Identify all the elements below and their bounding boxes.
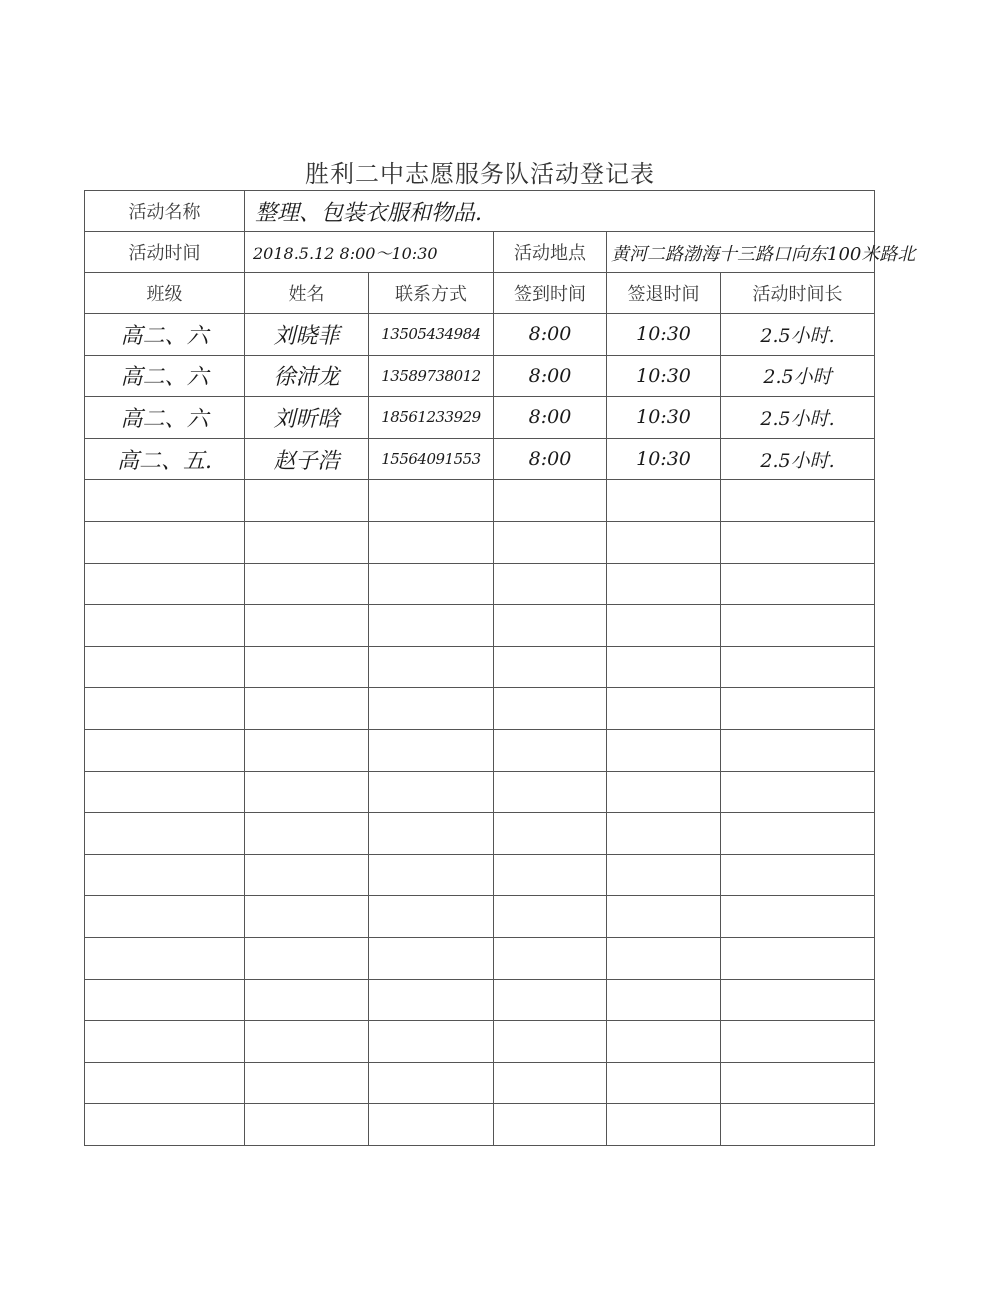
empty-row	[85, 1104, 875, 1146]
empty-cell	[369, 605, 494, 647]
empty-cell	[607, 1021, 721, 1063]
empty-cell	[85, 854, 245, 896]
empty-cell	[369, 1062, 494, 1104]
empty-cell	[607, 771, 721, 813]
empty-row	[85, 813, 875, 855]
empty-cell	[369, 563, 494, 605]
empty-cell	[494, 521, 607, 563]
empty-cell	[85, 896, 245, 938]
empty-cell	[245, 771, 369, 813]
activity-place-value: 黄河二路渤海十三路口向东100米路北	[611, 244, 916, 265]
duration-cell: 2.5小时	[721, 355, 875, 397]
empty-cell	[721, 813, 875, 855]
empty-cell	[85, 480, 245, 522]
sign-out-cell: 10:30	[607, 314, 721, 356]
empty-row	[85, 605, 875, 647]
empty-cell	[85, 1062, 245, 1104]
sign-in-cell: 8:00	[494, 397, 607, 439]
table-row	[85, 355, 875, 397]
empty-row	[85, 1021, 875, 1063]
name-cell: 徐沛龙	[245, 355, 369, 397]
sign-out-cell: 10:30	[607, 438, 721, 480]
empty-cell	[494, 605, 607, 647]
activity-time-label: 活动时间	[85, 232, 245, 273]
empty-row	[85, 646, 875, 688]
empty-cell	[494, 1062, 607, 1104]
empty-row	[85, 729, 875, 771]
empty-cell	[607, 896, 721, 938]
empty-cell	[245, 854, 369, 896]
empty-cell	[85, 979, 245, 1021]
empty-cell	[369, 646, 494, 688]
phone-cell: 15564091553	[369, 438, 494, 480]
empty-cell	[607, 605, 721, 647]
col-sign-in-header: 签到时间	[494, 273, 607, 314]
sign-out-cell: 10:30	[607, 355, 721, 397]
empty-cell	[85, 771, 245, 813]
empty-cell	[369, 688, 494, 730]
phone-cell: 13589738012	[369, 355, 494, 397]
empty-cell	[245, 979, 369, 1021]
empty-cell	[245, 480, 369, 522]
table-row	[85, 397, 875, 439]
empty-cell	[607, 813, 721, 855]
col-sign-out-header: 签退时间	[607, 273, 721, 314]
empty-cell	[494, 937, 607, 979]
empty-cell	[721, 521, 875, 563]
empty-cell	[721, 771, 875, 813]
empty-cell	[607, 480, 721, 522]
empty-cell	[494, 688, 607, 730]
empty-cell	[245, 1104, 369, 1146]
empty-cell	[494, 729, 607, 771]
col-phone-header: 联系方式	[369, 273, 494, 314]
empty-cell	[85, 688, 245, 730]
empty-cell	[721, 854, 875, 896]
empty-cell	[494, 563, 607, 605]
empty-row	[85, 979, 875, 1021]
empty-cell	[85, 563, 245, 605]
phone-cell: 13505434984	[369, 314, 494, 356]
empty-cell	[494, 1104, 607, 1146]
empty-row	[85, 771, 875, 813]
empty-row	[85, 854, 875, 896]
empty-cell	[369, 771, 494, 813]
table-row	[85, 438, 875, 480]
empty-row	[85, 563, 875, 605]
empty-cell	[721, 563, 875, 605]
empty-cell	[85, 1021, 245, 1063]
empty-cell	[85, 1104, 245, 1146]
column-header-row	[85, 273, 875, 314]
empty-cell	[721, 979, 875, 1021]
empty-cell	[607, 563, 721, 605]
duration-cell: 2.5小时.	[721, 314, 875, 356]
empty-cell	[369, 521, 494, 563]
empty-cell	[369, 896, 494, 938]
empty-cell	[494, 646, 607, 688]
empty-row	[85, 937, 875, 979]
empty-cell	[245, 605, 369, 647]
empty-cell	[607, 937, 721, 979]
empty-cell	[721, 1062, 875, 1104]
activity-name-label: 活动名称	[85, 191, 245, 232]
empty-cell	[607, 1062, 721, 1104]
empty-cell	[369, 937, 494, 979]
empty-cell	[369, 813, 494, 855]
empty-cell	[245, 729, 369, 771]
empty-cell	[721, 688, 875, 730]
empty-cell	[494, 480, 607, 522]
empty-cell	[494, 854, 607, 896]
name-cell: 刘昕晗	[245, 397, 369, 439]
sign-in-cell: 8:00	[494, 355, 607, 397]
empty-cell	[607, 979, 721, 1021]
phone-cell: 18561233929	[369, 397, 494, 439]
class-cell: 高二、六	[85, 355, 245, 397]
empty-cell	[494, 813, 607, 855]
empty-cell	[607, 688, 721, 730]
empty-cell	[245, 937, 369, 979]
empty-cell	[369, 979, 494, 1021]
empty-cell	[494, 1021, 607, 1063]
empty-cell	[721, 729, 875, 771]
empty-cell	[607, 646, 721, 688]
empty-cell	[245, 521, 369, 563]
activity-name-value: 整理、包装衣服和物品.	[245, 191, 875, 232]
activity-place-cell	[607, 232, 916, 273]
activity-name-row	[85, 191, 875, 232]
class-cell: 高二、六	[85, 397, 245, 439]
empty-cell	[85, 729, 245, 771]
empty-cell	[607, 521, 721, 563]
empty-cell	[721, 937, 875, 979]
sign-in-cell: 8:00	[494, 314, 607, 356]
empty-cell	[369, 480, 494, 522]
empty-cell	[245, 896, 369, 938]
empty-cell	[245, 1062, 369, 1104]
activity-time-value: 2018.5.12 8:00～10:30	[245, 232, 494, 273]
class-cell: 高二、五.	[85, 438, 245, 480]
empty-row	[85, 688, 875, 730]
empty-cell	[245, 563, 369, 605]
empty-cell	[85, 521, 245, 563]
empty-cell	[245, 1021, 369, 1063]
duration-cell: 2.5小时.	[721, 397, 875, 439]
empty-cell	[494, 979, 607, 1021]
empty-cell	[607, 729, 721, 771]
empty-cell	[85, 605, 245, 647]
empty-cell	[721, 646, 875, 688]
sign-out-cell: 10:30	[607, 397, 721, 439]
registration-table	[84, 190, 916, 1146]
empty-cell	[85, 813, 245, 855]
empty-cell	[721, 1104, 875, 1146]
empty-cell	[85, 937, 245, 979]
empty-cell	[85, 646, 245, 688]
empty-row	[85, 521, 875, 563]
empty-cell	[721, 896, 875, 938]
empty-cell	[494, 896, 607, 938]
empty-row	[85, 480, 875, 522]
empty-cell	[607, 854, 721, 896]
empty-row	[85, 1062, 875, 1104]
empty-cell	[245, 646, 369, 688]
empty-cell	[607, 1104, 721, 1146]
sign-in-cell: 8:00	[494, 438, 607, 480]
class-cell: 高二、六	[85, 314, 245, 356]
name-cell: 刘晓菲	[245, 314, 369, 356]
col-duration-header: 活动时间长	[721, 273, 875, 314]
empty-cell	[721, 480, 875, 522]
name-cell: 赵子浩	[245, 438, 369, 480]
col-name-header: 姓名	[245, 273, 369, 314]
empty-cell	[369, 729, 494, 771]
empty-row	[85, 896, 875, 938]
empty-cell	[369, 1104, 494, 1146]
activity-place-label: 活动地点	[494, 232, 607, 273]
empty-cell	[494, 771, 607, 813]
empty-cell	[721, 605, 875, 647]
activity-time-row	[85, 232, 875, 273]
duration-cell: 2.5小时.	[721, 438, 875, 480]
empty-cell	[369, 1021, 494, 1063]
empty-cell	[245, 813, 369, 855]
page-title: 胜利二中志愿服务队活动登记表	[305, 160, 655, 188]
table-row	[85, 314, 875, 356]
empty-cell	[369, 854, 494, 896]
empty-cell	[721, 1021, 875, 1063]
col-class-header: 班级	[85, 273, 245, 314]
empty-cell	[245, 688, 369, 730]
